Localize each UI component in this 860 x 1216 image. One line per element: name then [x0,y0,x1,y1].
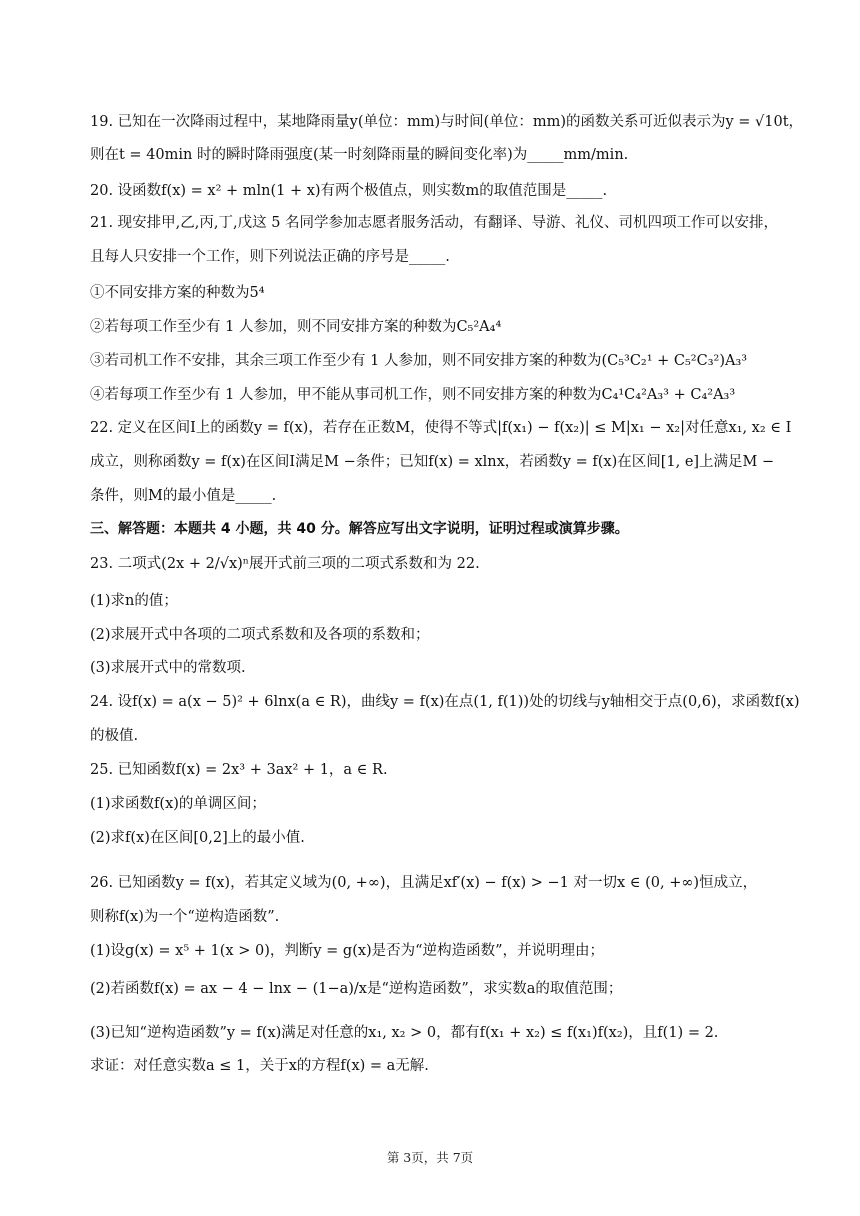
q21-option-2: ②若每项工作至少有 1 人参加，则不同安排方案的种数为C₅²A₄⁴ [90,319,502,335]
q25-line: 25. 已知函数f(x) = 2x³ + 3ax² + 1，a ∈ R. [90,762,388,778]
q23-part-1: (1)求n的值； [90,593,178,609]
q23-part-3: (3)求展开式中的常数项. [90,660,246,676]
q22-line-1: 22. 定义在区间I上的函数y = f(x)，若存在正数M，使得不等式|f(x₁) − f(x₂)| ≤ M|x₁ − x₂|对任意x₁, x₂ ∈ I [90,420,792,436]
q26-part-3-proof: 求证：对任意实数a ≤ 1，关于x的方程f(x) = a无解. [90,1058,429,1074]
q19-line-2: 则在t = 40min 时的瞬时降雨强度(某一时刻降雨量的瞬间变化率)为_____mm/min. [90,147,629,163]
q24-line-2: 的极值. [90,728,139,744]
q22-line-3: 条件，则M的最小值是_____. [90,488,277,504]
q25-part-1: (1)求函数f(x)的单调区间； [90,796,266,812]
q21-option-1: ①不同安排方案的种数为5⁴ [90,285,265,301]
q26-line-2: 则称f(x)为一个“逆构造函数”. [90,909,280,925]
q20-line: 20. 设函数f(x) = x² + mln(1 + x)有两个极值点，则实数m的取值范围是_____. [90,183,608,199]
q23-part-2: (2)求展开式中各项的二项式系数和及各项的系数和； [90,627,430,643]
q25-part-2: (2)求f(x)在区间[0,2]上的最小值. [90,830,305,846]
page-footer: 第 3页，共 7页 [386,1150,474,1165]
q24-line-1: 24. 设f(x) = a(x − 5)² + 6lnx(a ∈ R)，曲线y = f(x)在点(1, f(1))处的切线与y轴相交于点(0,6)，求函数f(x) [90,694,800,710]
q26-part-1: (1)设g(x) = x⁵ + 1(x > 0)，判断y = g(x)是否为“逆构造函数”，并说明理由； [90,943,605,959]
section-heading: 三、解答题：本题共 4 小题，共 40 分。解答应写出文字说明，证明过程或演算步骤。 [90,521,629,537]
q21-line-2: 且每人只安排一个工作，则下列说法正确的序号是_____. [90,249,450,265]
q26-part-2: (2)若函数f(x) = ax − 4 − lnx − (1−a)/x是“逆构造函数”，求实数a的取值范围； [90,981,623,997]
q23-line: 23. 二项式(2x + 2/√x)ⁿ展开式前三项的二项式系数和为 22. [90,556,480,572]
q21-option-3: ③若司机工作不安排，其余三项工作至少有 1 人参加，则不同安排方案的种数为(C₅³C₂¹ + C₅²C₃²)A₃³ [90,353,748,369]
q26-line-1: 26. 已知函数y = f(x)，若其定义域为(0, +∞)，且满足xf′(x) − f(x) > −1 对一切x ∈ (0, +∞)恒成立， [90,875,758,891]
q21-line-1: 21. 现安排甲,乙,丙,丁,戊这 5 名同学参加志愿者服务活动，有翻译、导游、礼仪、司机四项工作可以安排， [90,215,779,231]
q22-line-2: 成立，则称函数y = f(x)在区间I满足M −条件；已知f(x) = xlnx，若函数y = f(x)在区间[1, e]上满足M − [90,454,775,470]
q26-part-3: (3)已知“逆构造函数”y = f(x)满足对任意的x₁, x₂ > 0，都有f(x₁ + x₂) ≤ f(x₁)f(x₂)，且f(1) = 2. [90,1025,719,1041]
q19-line-1: 19. 已知在一次降雨过程中，某地降雨量y(单位：mm)与时间(单位：mm)的函数关系可近似表示为y = √10t， [90,114,804,130]
q21-option-4: ④若每项工作至少有 1 人参加，甲不能从事司机工作，则不同安排方案的种数为C₄¹C₄²A₃³ + C₄²A₃³ [90,387,736,403]
